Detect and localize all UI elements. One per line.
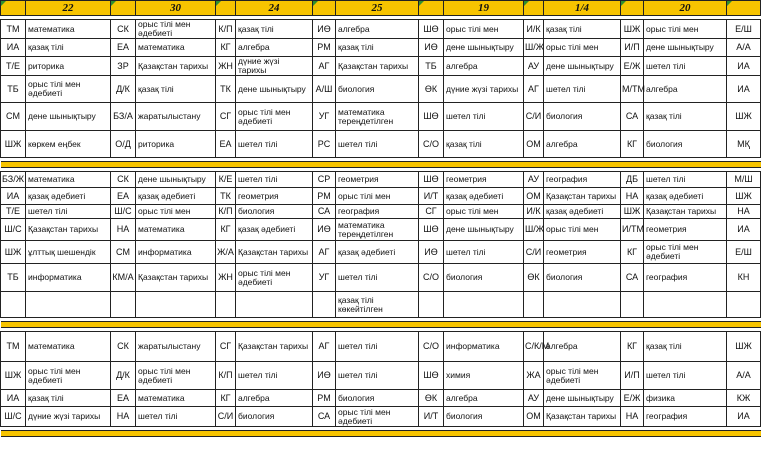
subject-cell[interactable]: алгебра	[236, 390, 313, 407]
teacher-code-cell[interactable]: КМ/А	[111, 264, 136, 292]
subject-cell[interactable]: орыс тілі мен әдебиеті	[336, 407, 419, 427]
teacher-code-cell[interactable]: ТК	[216, 76, 236, 103]
block-separator	[1, 431, 761, 437]
subject-cell[interactable]	[236, 292, 313, 318]
subject-cell[interactable]: математика тереңдетілген	[336, 219, 419, 241]
teacher-code-cell[interactable]: Ж/А	[216, 241, 236, 264]
subject-cell[interactable]: Қазақстан тарихы	[136, 57, 216, 76]
subject-cell[interactable]: жаратылыстану	[136, 332, 216, 362]
teacher-code-cell[interactable]: АГ	[313, 241, 336, 264]
subject-cell[interactable]: дене шынықтыру	[26, 103, 111, 131]
teacher-code-cell[interactable]: Д/К	[111, 76, 136, 103]
subject-cell[interactable]: шетел тілі	[544, 76, 621, 103]
subject-cell[interactable]: геометрия	[236, 188, 313, 205]
teacher-code-cell[interactable]: ИА	[727, 76, 761, 103]
subject-cell[interactable]: Қазақстан тарихы	[336, 57, 419, 76]
teacher-code-cell[interactable]	[111, 292, 136, 318]
teacher-code-cell[interactable]: ИА	[1, 39, 26, 57]
teacher-code-cell[interactable]: ТМ	[1, 20, 26, 39]
teacher-code-cell[interactable]: И/К	[524, 20, 544, 39]
subject-cell[interactable]: физика	[644, 390, 727, 407]
subject-cell[interactable]: геометрия	[544, 241, 621, 264]
subject-cell[interactable]: орыс тілі мен	[136, 205, 216, 219]
teacher-code-cell[interactable]: ШӨ	[419, 362, 444, 390]
subject-cell[interactable]: риторика	[26, 57, 111, 76]
teacher-code-cell[interactable]: КГ	[216, 219, 236, 241]
subject-cell[interactable]: шетел тілі	[336, 362, 419, 390]
subject-cell[interactable]: орыс тілі мен әдебиеті	[136, 362, 216, 390]
subject-cell[interactable]: дене шынықтыру	[444, 219, 524, 241]
subject-cell[interactable]: дүние жүзі тарихы	[236, 57, 313, 76]
subject-cell[interactable]: шетел тілі	[236, 362, 313, 390]
table-row	[1, 76, 761, 103]
subject-cell[interactable]: орыс тілі мен әдебиеті	[26, 362, 111, 390]
teacher-code-cell[interactable]: ӨК	[419, 390, 444, 407]
subject-cell[interactable]: орыс тілі мен әдебиеті	[544, 362, 621, 390]
subject-cell[interactable]	[26, 292, 111, 318]
header-cell[interactable]: 20	[644, 1, 727, 16]
subject-cell[interactable]: шетел тілі	[236, 172, 313, 188]
teacher-code-cell[interactable]: ТК	[216, 188, 236, 205]
subject-cell[interactable]: орыс тілі мен	[336, 188, 419, 205]
teacher-code-cell[interactable]: С/И	[524, 103, 544, 131]
teacher-code-cell[interactable]: ИӨ	[313, 362, 336, 390]
teacher-code-cell[interactable]: ЕА	[111, 188, 136, 205]
subject-cell[interactable]: география	[336, 205, 419, 219]
teacher-code-cell[interactable]: Ш/С	[1, 407, 26, 427]
subject-cell[interactable]: биология	[444, 407, 524, 427]
teacher-code-cell[interactable]: И/Т	[419, 188, 444, 205]
subject-cell[interactable]: орыс тілі мен әдебиеті	[236, 264, 313, 292]
teacher-code-cell[interactable]: С/К/М	[524, 332, 544, 362]
table-row	[1, 103, 761, 131]
subject-cell[interactable]: қазақ әдебиеті	[26, 188, 111, 205]
teacher-code-cell[interactable]: АУ	[524, 57, 544, 76]
subject-cell[interactable]	[544, 292, 621, 318]
subject-cell[interactable]: биология	[644, 131, 727, 158]
teacher-code-cell[interactable]: ТБ	[1, 76, 26, 103]
subject-cell[interactable]: қазақ тілі	[544, 20, 621, 39]
subject-cell[interactable]: дене шынықтыру	[444, 39, 524, 57]
teacher-code-cell[interactable]: К/П	[216, 362, 236, 390]
teacher-code-cell[interactable]: К/П	[216, 205, 236, 219]
header-cell[interactable]	[313, 1, 336, 16]
table-row	[1, 39, 761, 57]
teacher-code-cell[interactable]: ШӨ	[419, 20, 444, 39]
teacher-code-cell[interactable]: БЗ/А	[111, 103, 136, 131]
teacher-code-cell[interactable]: ШЖ	[727, 332, 761, 362]
subject-cell[interactable]: қазақ тілі	[336, 39, 419, 57]
subject-cell[interactable]: алгебра	[644, 76, 727, 103]
teacher-code-cell[interactable]: СГ	[216, 103, 236, 131]
teacher-code-cell[interactable]: КГ	[216, 39, 236, 57]
subject-cell[interactable]: шетел тілі	[336, 332, 419, 362]
table-row	[1, 219, 761, 241]
teacher-code-cell[interactable]: СГ	[216, 332, 236, 362]
table-row	[1, 362, 761, 390]
teacher-code-cell[interactable]: ДБ	[621, 172, 644, 188]
subject-cell[interactable]: орыс тілі мен	[544, 219, 621, 241]
teacher-code-cell[interactable]: ОМ	[524, 188, 544, 205]
subject-cell[interactable]: география	[644, 264, 727, 292]
subject-cell[interactable]: алгебра	[544, 131, 621, 158]
teacher-code-cell[interactable]: ТБ	[1, 264, 26, 292]
teacher-code-cell[interactable]: КГ	[621, 332, 644, 362]
subject-cell[interactable]: алгебра	[544, 332, 621, 362]
table-row	[1, 205, 761, 219]
header-cell[interactable]	[419, 1, 444, 16]
teacher-code-cell[interactable]: Д/К	[111, 362, 136, 390]
table-row	[1, 390, 761, 407]
subject-cell[interactable]: қазақ әдебиеті	[544, 205, 621, 219]
subject-cell[interactable]: биология	[444, 264, 524, 292]
subject-cell[interactable]: Қазақстан тарихы	[236, 332, 313, 362]
table-row	[1, 57, 761, 76]
subject-cell[interactable]	[136, 292, 216, 318]
subject-cell[interactable]: дене шынықтыру	[544, 390, 621, 407]
teacher-code-cell[interactable]: КГ	[216, 390, 236, 407]
teacher-code-cell[interactable]: АУ	[524, 172, 544, 188]
table-row	[1, 407, 761, 427]
subject-cell[interactable]: қазақ әдебиеті	[444, 188, 524, 205]
teacher-code-cell[interactable]: С/О	[419, 332, 444, 362]
teacher-code-cell[interactable]: КН	[727, 264, 761, 292]
subject-cell[interactable]: математика	[26, 332, 111, 362]
teacher-code-cell[interactable]: ШӨ	[419, 219, 444, 241]
teacher-code-cell[interactable]: СМ	[111, 241, 136, 264]
subject-cell[interactable]: көркем еңбек	[26, 131, 111, 158]
teacher-code-cell[interactable]: С/О	[419, 264, 444, 292]
subject-cell[interactable]: орыс тілі мен әдебиеті	[644, 241, 727, 264]
teacher-code-cell[interactable]: ШЖ	[727, 188, 761, 205]
teacher-code-cell[interactable]: ШЖ	[727, 103, 761, 131]
subject-cell[interactable]: дене шынықтыру	[136, 172, 216, 188]
subject-cell[interactable]: орыс тілі мен	[444, 205, 524, 219]
teacher-code-cell[interactable]: СМ	[1, 103, 26, 131]
subject-cell[interactable]: орыс тілі мен	[544, 39, 621, 57]
teacher-code-cell[interactable]: НА	[727, 205, 761, 219]
teacher-code-cell[interactable]: СР	[313, 172, 336, 188]
teacher-code-cell[interactable]: ТМ	[1, 332, 26, 362]
subject-cell[interactable]: ұлттық шешендік	[26, 241, 111, 264]
teacher-code-cell[interactable]: ӨК	[524, 264, 544, 292]
teacher-code-cell[interactable]: Е/Ш	[727, 241, 761, 264]
subject-cell[interactable]: информатика	[444, 332, 524, 362]
subject-cell[interactable]: география	[644, 407, 727, 427]
teacher-code-cell[interactable]: Т/Е	[1, 57, 26, 76]
teacher-code-cell[interactable]: ЖА	[524, 362, 544, 390]
subject-cell[interactable]: қазақ тілі	[236, 20, 313, 39]
subject-cell[interactable]: дене шынықтыру	[644, 39, 727, 57]
header-cell[interactable]: 19	[444, 1, 524, 16]
teacher-code-cell[interactable]: КГ	[621, 241, 644, 264]
teacher-code-cell[interactable]: ИА	[727, 219, 761, 241]
teacher-code-cell[interactable]: ТБ	[419, 57, 444, 76]
subject-cell[interactable]: математика	[136, 39, 216, 57]
subject-cell[interactable]: қазақ әдебиеті	[336, 241, 419, 264]
subject-cell[interactable]: қазақ тілі	[136, 76, 216, 103]
header-cell[interactable]	[524, 1, 544, 16]
teacher-code-cell[interactable]: ШӨ	[419, 172, 444, 188]
header-cell[interactable]	[216, 1, 236, 16]
subject-cell[interactable]: биология	[236, 205, 313, 219]
subject-cell[interactable]: биология	[236, 407, 313, 427]
teacher-code-cell[interactable]: М/Ш	[727, 172, 761, 188]
teacher-code-cell[interactable]: ИА	[1, 188, 26, 205]
teacher-code-cell[interactable]: ИӨ	[313, 20, 336, 39]
teacher-code-cell[interactable]: ШЖ	[621, 20, 644, 39]
header-cell[interactable]	[727, 1, 761, 16]
teacher-code-cell[interactable]: И/П	[621, 362, 644, 390]
teacher-code-cell[interactable]: И/Т	[419, 407, 444, 427]
teacher-code-cell[interactable]: К/П	[216, 20, 236, 39]
teacher-code-cell[interactable]: БЗ/Ж	[1, 172, 26, 188]
subject-cell[interactable]: дүние жүзі тарихы	[444, 76, 524, 103]
teacher-code-cell[interactable]: НА	[111, 407, 136, 427]
teacher-code-cell[interactable]: ШЖ	[1, 362, 26, 390]
teacher-code-cell[interactable]: ЕА	[111, 39, 136, 57]
teacher-code-cell[interactable]: ШӨ	[419, 103, 444, 131]
header-cell[interactable]: 22	[26, 1, 111, 16]
teacher-code-cell[interactable]: Т/Е	[1, 205, 26, 219]
subject-cell[interactable]: география	[544, 172, 621, 188]
subject-cell[interactable]: алгебра	[444, 57, 524, 76]
teacher-code-cell[interactable]: АУ	[524, 390, 544, 407]
header-cell[interactable]: 25	[336, 1, 419, 16]
teacher-code-cell[interactable]: ШЖ	[1, 131, 26, 158]
teacher-code-cell[interactable]: Ш/Ж	[524, 219, 544, 241]
teacher-code-cell[interactable]: ЖН	[216, 264, 236, 292]
subject-cell[interactable]: математика	[26, 20, 111, 39]
table-row	[1, 241, 761, 264]
teacher-code-cell[interactable]: СА	[313, 205, 336, 219]
teacher-code-cell[interactable]: ЗР	[111, 57, 136, 76]
teacher-code-cell[interactable]	[1, 292, 26, 318]
subject-cell[interactable]: қазақ әдебиеті	[236, 219, 313, 241]
teacher-code-cell[interactable]: А/Ш	[313, 76, 336, 103]
table-row	[1, 172, 761, 188]
subject-cell[interactable]: орыс тілі мен	[644, 20, 727, 39]
subject-cell[interactable]: қазақ әдебиеті	[136, 188, 216, 205]
teacher-code-cell[interactable]: СГ	[419, 205, 444, 219]
table-row	[1, 292, 761, 318]
teacher-code-cell[interactable]: РМ	[313, 39, 336, 57]
subject-cell[interactable]: Қазақстан тарихы	[236, 241, 313, 264]
subject-cell[interactable]	[444, 292, 524, 318]
subject-cell[interactable]: қазақ тілі	[26, 39, 111, 57]
teacher-code-cell[interactable]: Ш/С	[1, 219, 26, 241]
subject-cell[interactable]: Қазақстан тарихы	[644, 205, 727, 219]
subject-cell[interactable]: қазақ тілі	[644, 332, 727, 362]
teacher-code-cell[interactable]: ӨК	[419, 76, 444, 103]
subject-cell[interactable]: информатика	[136, 241, 216, 264]
teacher-code-cell[interactable]: И/К	[524, 205, 544, 219]
teacher-code-cell[interactable]: КЖ	[727, 390, 761, 407]
teacher-code-cell[interactable]: СА	[313, 407, 336, 427]
teacher-code-cell[interactable]	[216, 292, 236, 318]
teacher-code-cell[interactable]: Е/Ж	[621, 57, 644, 76]
teacher-code-cell[interactable]: АГ	[313, 57, 336, 76]
teacher-code-cell[interactable]: ИА	[727, 57, 761, 76]
subject-cell[interactable]: алгебра	[444, 390, 524, 407]
subject-cell[interactable]: математика	[136, 219, 216, 241]
teacher-code-cell[interactable]: СК	[111, 172, 136, 188]
teacher-code-cell[interactable]: ОМ	[524, 131, 544, 158]
header-cell[interactable]	[1, 1, 26, 16]
teacher-code-cell[interactable]: ШЖ	[621, 205, 644, 219]
teacher-code-cell[interactable]: ЕА	[216, 131, 236, 158]
subject-cell[interactable]: алгебра	[236, 39, 313, 57]
subject-cell[interactable]: математика тереңдетілген	[336, 103, 419, 131]
teacher-code-cell[interactable]: Е/Ж	[621, 390, 644, 407]
teacher-code-cell[interactable]: НА	[621, 407, 644, 427]
subject-cell[interactable]: қазақ тілі	[644, 103, 727, 131]
subject-cell[interactable]: шетел тілі	[236, 131, 313, 158]
table-row	[1, 20, 761, 39]
teacher-code-cell[interactable]: Е/Ш	[727, 20, 761, 39]
teacher-code-cell[interactable]: ИӨ	[419, 39, 444, 57]
subject-cell[interactable]: биология	[544, 264, 621, 292]
teacher-code-cell[interactable]: И/ТМ	[621, 219, 644, 241]
teacher-code-cell[interactable]: УГ	[313, 103, 336, 131]
subject-cell[interactable]: дене шынықтыру	[544, 57, 621, 76]
teacher-code-cell[interactable]: Ш/С	[111, 205, 136, 219]
table-row	[1, 332, 761, 362]
subject-cell[interactable]: шетел тілі	[26, 205, 111, 219]
subject-cell[interactable]: дене шынықтыру	[236, 76, 313, 103]
subject-cell[interactable]: Қазақстан тарихы	[26, 219, 111, 241]
subject-cell[interactable]: қазақ әдебиеті	[644, 188, 727, 205]
teacher-code-cell[interactable]: К/Е	[216, 172, 236, 188]
teacher-code-cell[interactable]	[419, 292, 444, 318]
header-cell[interactable]: 1/4	[544, 1, 621, 16]
teacher-code-cell[interactable]: РМ	[313, 390, 336, 407]
table-row	[1, 188, 761, 205]
teacher-code-cell[interactable]: АГ	[313, 332, 336, 362]
subject-cell[interactable]: жаратылыстану	[136, 103, 216, 131]
subject-cell[interactable]: шетел тілі	[644, 57, 727, 76]
teacher-code-cell[interactable]: РС	[313, 131, 336, 158]
subject-cell[interactable]: биология	[544, 103, 621, 131]
teacher-code-cell[interactable]	[621, 292, 644, 318]
teacher-code-cell[interactable]: ИӨ	[313, 219, 336, 241]
teacher-code-cell[interactable]: О/Д	[111, 131, 136, 158]
teacher-code-cell[interactable]: ИА	[1, 390, 26, 407]
subject-cell[interactable]: қазақ тілі	[26, 390, 111, 407]
subject-cell[interactable]: Қазақстан тарихы	[136, 264, 216, 292]
table-row	[1, 131, 761, 158]
subject-cell[interactable]: биология	[336, 76, 419, 103]
teacher-code-cell[interactable]: НА	[621, 188, 644, 205]
subject-cell[interactable]: орыс тілі мен	[444, 20, 524, 39]
teacher-code-cell[interactable]: СК	[111, 332, 136, 362]
subject-cell[interactable]: қазақ тілі көкейтілген	[336, 292, 419, 318]
subject-cell[interactable]: шетел тілі	[444, 241, 524, 264]
teacher-code-cell[interactable]: СА	[621, 103, 644, 131]
teacher-code-cell[interactable]: ЕА	[111, 390, 136, 407]
teacher-code-cell[interactable]: ИӨ	[419, 241, 444, 264]
subject-cell[interactable]: шетел тілі	[444, 103, 524, 131]
subject-cell[interactable]: шетел тілі	[136, 407, 216, 427]
header-cell[interactable]	[111, 1, 136, 16]
table-row	[1, 264, 761, 292]
teacher-code-cell[interactable]: НА	[111, 219, 136, 241]
subject-cell[interactable]	[644, 292, 727, 318]
teacher-code-cell[interactable]: С/И	[524, 241, 544, 264]
subject-cell[interactable]: математика	[26, 172, 111, 188]
subject-cell[interactable]: геометрия	[644, 219, 727, 241]
teacher-code-cell[interactable]: УГ	[313, 264, 336, 292]
teacher-code-cell[interactable]	[727, 292, 761, 318]
subject-cell[interactable]: шетел тілі	[336, 264, 419, 292]
subject-cell[interactable]: орыс тілі мен әдебиеті	[236, 103, 313, 131]
teacher-code-cell[interactable]: М/ТМ	[621, 76, 644, 103]
subject-cell[interactable]: Қазақстан тарихы	[544, 188, 621, 205]
subject-cell[interactable]: қазақ тілі	[444, 131, 524, 158]
header-cell[interactable]	[621, 1, 644, 16]
teacher-code-cell[interactable]: ШЖ	[1, 241, 26, 264]
subject-cell[interactable]: орыс тілі мен әдебиеті	[26, 76, 111, 103]
subject-cell[interactable]: риторика	[136, 131, 216, 158]
teacher-code-cell[interactable]: С/И	[216, 407, 236, 427]
teacher-code-cell[interactable]: А/А	[727, 362, 761, 390]
subject-cell[interactable]: дүние жүзі тарихы	[26, 407, 111, 427]
subject-cell[interactable]: орыс тілі мен әдебиеті	[136, 20, 216, 39]
teacher-code-cell[interactable]: РМ	[313, 188, 336, 205]
subject-cell[interactable]: биология	[336, 390, 419, 407]
subject-cell[interactable]: шетел тілі	[644, 172, 727, 188]
teacher-code-cell[interactable]: СК	[111, 20, 136, 39]
subject-cell[interactable]: информатика	[26, 264, 111, 292]
subject-cell[interactable]: шетел тілі	[336, 131, 419, 158]
teacher-code-cell[interactable]: СА	[621, 264, 644, 292]
subject-cell[interactable]: шетел тілі	[644, 362, 727, 390]
teacher-code-cell[interactable]: И/П	[621, 39, 644, 57]
teacher-code-cell[interactable]: А/А	[727, 39, 761, 57]
teacher-code-cell[interactable]: ОМ	[524, 407, 544, 427]
teacher-code-cell[interactable]: Ш/Ж	[524, 39, 544, 57]
teacher-code-cell[interactable]: ЖН	[216, 57, 236, 76]
teacher-code-cell[interactable]	[524, 292, 544, 318]
header-row	[1, 1, 761, 16]
subject-cell[interactable]: математика	[136, 390, 216, 407]
teacher-code-cell[interactable]: ИА	[727, 407, 761, 427]
teacher-code-cell[interactable]	[313, 292, 336, 318]
subject-cell[interactable]: геометрия	[336, 172, 419, 188]
teacher-code-cell[interactable]: АГ	[524, 76, 544, 103]
subject-cell[interactable]: Қазақстан тарихы	[544, 407, 621, 427]
teacher-code-cell[interactable]: КГ	[621, 131, 644, 158]
subject-cell[interactable]: геометрия	[444, 172, 524, 188]
teacher-code-cell[interactable]: МҚ	[727, 131, 761, 158]
subject-cell[interactable]: химия	[444, 362, 524, 390]
teacher-code-cell[interactable]: С/О	[419, 131, 444, 158]
header-cell[interactable]: 24	[236, 1, 313, 16]
subject-cell[interactable]: алгебра	[336, 20, 419, 39]
header-cell[interactable]: 30	[136, 1, 216, 16]
